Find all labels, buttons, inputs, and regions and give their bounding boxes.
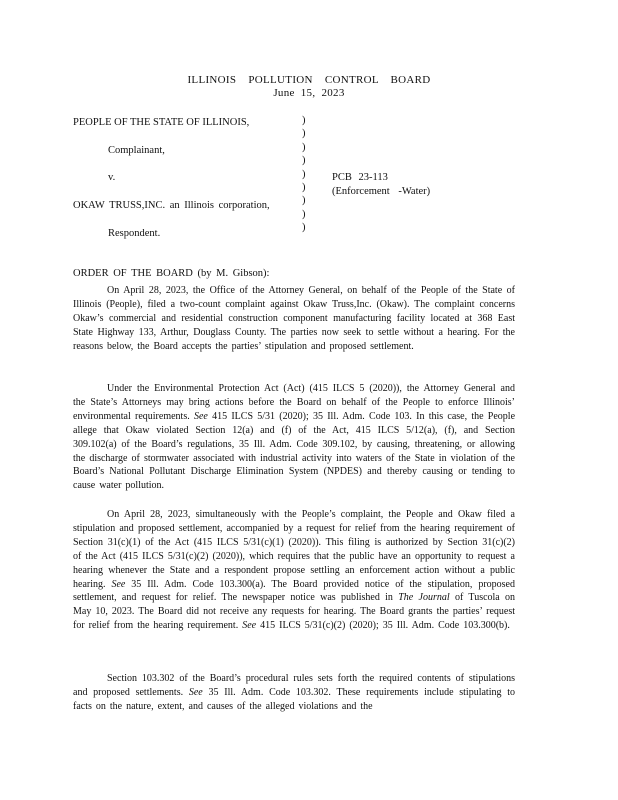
complainant-label: Complainant, — [108, 145, 165, 156]
caption-paren: ) — [302, 208, 306, 220]
caption-paren: ) — [302, 181, 306, 193]
order-date: June 15, 2023 — [273, 87, 345, 99]
paragraph-1 — [73, 284, 515, 354]
respondent-label: Respondent. — [108, 228, 161, 239]
paragraph-2-text-b: 415 ILCS 5/31 (2020); 35 Ill. Adm. Code 103. In this case, the People allege that Okaw violated Section 12(a) and (f) of the Act, 415 ILCS 5/12(a), (f), and Section 309.102(a) of the Board’s regulations, 35 Ill. Adm. Code 309.102, by causing, threatening, or allowing the discharge of stormwater associated with industrial activity into waters of the State in violation of the Board’s National Pollutant Discharge Elimination System (NPDES) and thereby causing or tending to cause water pollution. — [73, 410, 516, 492]
case-type: (Enforcement -Water) — [332, 186, 431, 197]
caption-paren: ) — [302, 115, 306, 126]
caption-paren: ) — [302, 155, 306, 167]
paragraph-3-text-c: of Tuscola on May 10, 2023. The Board did not receive any requests for hearing. The Board grants the parties’ request for relief from the hearing requirement. — [73, 592, 516, 632]
caption-paren: ) — [302, 168, 306, 180]
newspaper-title: The Journal — [398, 592, 450, 604]
board-title: ILLINOIS POLLUTION CONTROL BOARD — [187, 74, 431, 86]
paragraph-4 — [73, 672, 515, 714]
paragraph-3 — [73, 508, 515, 633]
caption-paren: ) — [302, 141, 306, 153]
paragraph-2-text-a: Under the Environmental Protection Act (Act) (415 ILCS 5 (2020)), the Attorney General and the State’s Attorneys may bring actions before the Board on behalf of the People to enforce Illinois’ environmental requirements. — [73, 383, 515, 422]
case-number: PCB 23-113 — [332, 172, 388, 183]
plaintiff-name: PEOPLE OF THE STATE OF ILLINOIS, — [73, 117, 250, 128]
order-heading: ORDER OF THE BOARD (by M. Gibson): — [73, 268, 270, 279]
caption-paren: ) — [302, 128, 306, 140]
citation-signal: See — [188, 686, 203, 698]
paragraph-3-text-b: 35 Ill. Adm. Code 103.300(a). The Board provided notice of the stipulation, proposed settlement, and request for relief. The newspaper notice was published in — [73, 578, 515, 604]
versus-label: v. — [108, 172, 116, 183]
citation-signal: See — [111, 578, 126, 590]
citation-signal: See — [193, 410, 208, 422]
paragraph-3-text-a: On April 28, 2023, simultaneously with the People’s complaint, the People and Okaw filed a stipulation and proposed settlement, accompanied by a request for relief from the hearing requirement of Section 31(c)(1) of the Act (415 ILCS 5/31(c)(1) (2020)). This filing is authorized by Section 31(c)(2) of the Act (415 ILCS 5/31(c)(2) (2020)), which requires that the public have an opportunity to request a hearing whenever the State and a respondent propose settling an enforcement action without a public hearing. — [73, 509, 515, 590]
caption-paren: ) — [302, 195, 306, 207]
paragraph-2 — [73, 382, 515, 493]
caption-parentheses — [302, 114, 306, 235]
paragraph-4-text-b: 35 Ill. Adm. Code 103.302. These requirements include stipulating to facts on the nature, extent, and causes of the alleged violations and the — [73, 686, 515, 712]
paragraph-4-text-a: Section 103.302 of the Board’s procedural rules sets forth the required contents of stipulations and proposed settlements. — [73, 673, 515, 698]
defendant-name: OKAW TRUSS,INC. an Illinois corporation, — [73, 200, 270, 211]
citation-signal: See — [242, 620, 257, 632]
paragraph-3-text-d: 415 ILCS 5/31(c)(2) (2020); 35 Ill. Adm. Code 103.300(b). — [260, 620, 510, 632]
caption-paren: ) — [302, 222, 306, 234]
paragraph-1-text: On April 28, 2023, the Office of the Attorney General, on behalf of the People of the State of Illinois (People), filed a two-count complaint against Okaw Truss,Inc. (Okaw). The complaint concerns Okaw’s commercial and residential construction component manufacturing facility located at 368 East State Highway 133, Arthur, Douglass County. The parties now seek to settle without a hearing. For the reasons below, the Board accepts the parties’ stipulation and proposed settlement. — [73, 285, 515, 352]
